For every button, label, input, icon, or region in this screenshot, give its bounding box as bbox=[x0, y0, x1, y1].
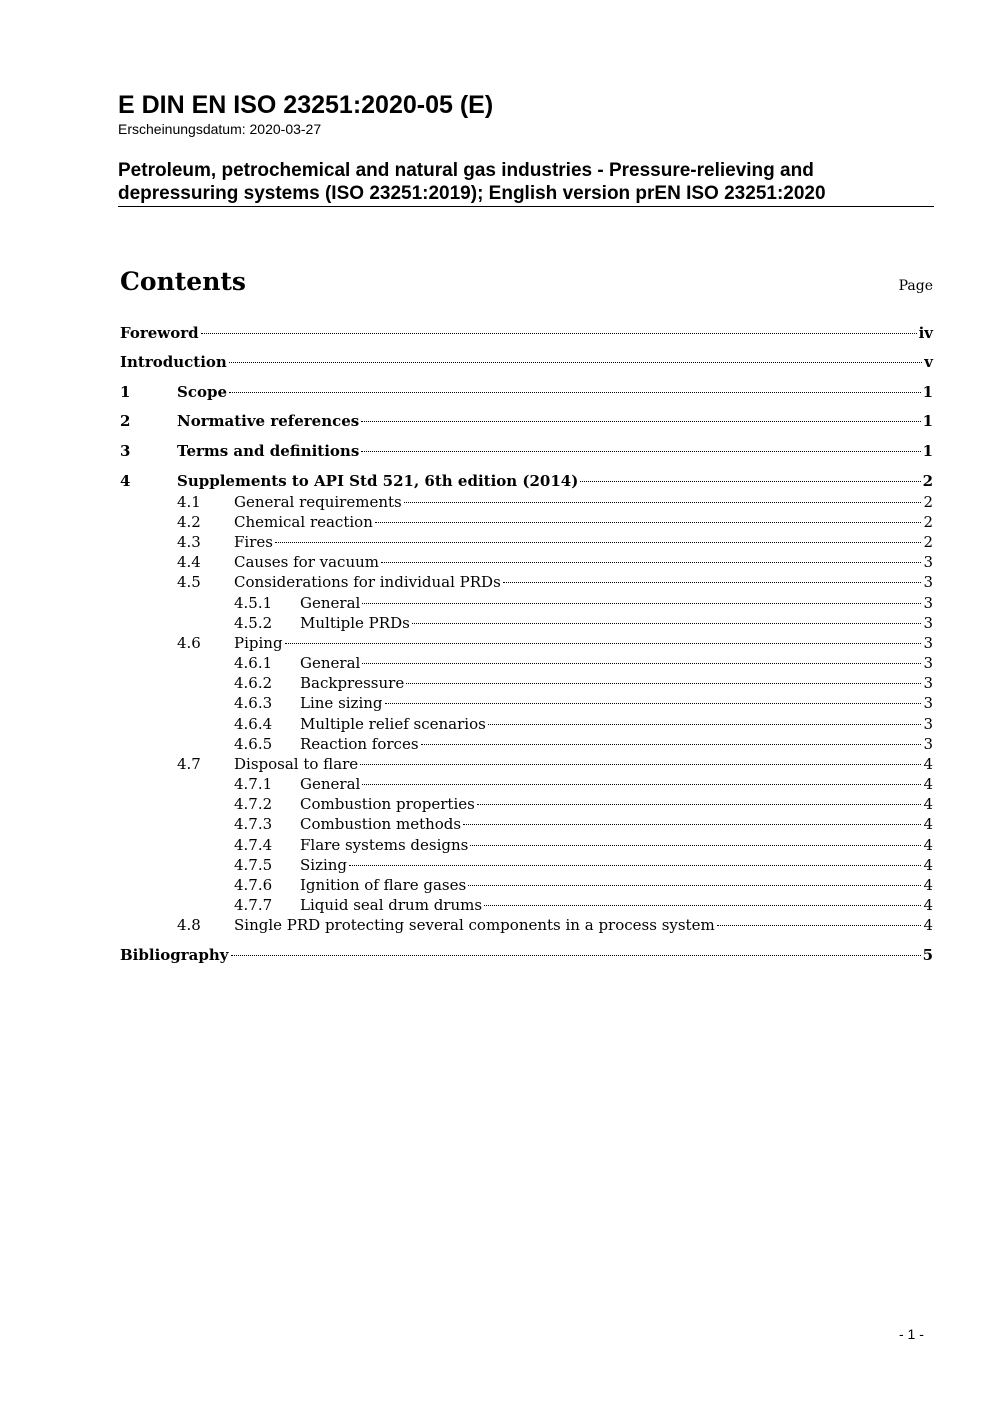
toc-leader bbox=[484, 905, 921, 906]
toc-title: General bbox=[300, 654, 361, 672]
toc-entry-introduction[interactable] bbox=[120, 352, 933, 372]
toc-number: 4.6.5 bbox=[234, 735, 273, 753]
toc-entry-4-6-4[interactable] bbox=[120, 714, 933, 734]
toc-number: 4.7.4 bbox=[234, 836, 273, 854]
toc-page: 3 bbox=[923, 553, 933, 571]
toc-title: Foreword bbox=[120, 324, 199, 342]
toc-page: v bbox=[924, 353, 933, 371]
document-subtitle: Petroleum, petrochemical and natural gas industries - Pressure-relieving and depressuring systems (ISO 23251:2019); English version prEN ISO 23251:2020 bbox=[118, 160, 826, 204]
toc-leader bbox=[362, 784, 921, 785]
toc-entry-4-1[interactable] bbox=[120, 492, 933, 512]
toc-page: 3 bbox=[923, 654, 933, 672]
toc-leader bbox=[231, 955, 921, 956]
toc-number: 4.7.6 bbox=[234, 876, 273, 894]
toc-entry-terms-and-definitions[interactable] bbox=[120, 441, 933, 461]
toc-leader bbox=[201, 333, 917, 334]
toc-leader bbox=[275, 542, 922, 543]
toc-title: Supplements to API Std 521, 6th edition (2014) bbox=[177, 472, 579, 490]
toc-number: 4.6 bbox=[177, 634, 201, 652]
toc-leader bbox=[360, 764, 921, 765]
toc-title: Single PRD protecting several components in a process system bbox=[234, 916, 715, 934]
toc-number: 4.5 bbox=[177, 573, 201, 591]
toc-number: 4.6.1 bbox=[234, 654, 273, 672]
toc-leader bbox=[406, 683, 921, 684]
toc-entry-4-7-7[interactable] bbox=[120, 895, 933, 915]
toc-entry-4-7-5[interactable] bbox=[120, 855, 933, 875]
toc-entry-4-7-6[interactable] bbox=[120, 875, 933, 895]
toc-number: 4.7.2 bbox=[234, 795, 273, 813]
toc-page: 3 bbox=[923, 674, 933, 692]
toc-entry-4-6-3[interactable] bbox=[120, 693, 933, 713]
toc-title: Causes for vacuum bbox=[234, 553, 380, 571]
toc-entry-4-7-1[interactable] bbox=[120, 774, 933, 794]
toc-entry-supplements[interactable] bbox=[120, 471, 933, 491]
toc-number: 2 bbox=[120, 412, 131, 430]
toc-number: 4.5.1 bbox=[234, 594, 273, 612]
toc-leader bbox=[362, 603, 921, 604]
toc-entry-4-4[interactable] bbox=[120, 552, 933, 572]
toc-leader bbox=[362, 663, 921, 664]
toc-page: 4 bbox=[923, 916, 933, 934]
toc-number: 4.6.2 bbox=[234, 674, 273, 692]
toc-entry-4-7-4[interactable] bbox=[120, 835, 933, 855]
toc-title: Combustion methods bbox=[300, 815, 462, 833]
toc-leader bbox=[229, 362, 922, 363]
toc-page: 2 bbox=[923, 513, 933, 531]
toc-number: 4.4 bbox=[177, 553, 201, 571]
toc-page: 4 bbox=[923, 795, 933, 813]
toc-title: Piping bbox=[234, 634, 283, 652]
toc-page: 4 bbox=[923, 815, 933, 833]
toc-title: Liquid seal drum drums bbox=[300, 896, 483, 914]
toc-entry-4-5[interactable] bbox=[120, 572, 933, 592]
toc-title: Bibliography bbox=[120, 946, 229, 964]
toc-title: Fires bbox=[234, 533, 273, 551]
toc-entry-4-6-1[interactable] bbox=[120, 653, 933, 673]
toc-page: 4 bbox=[923, 755, 933, 773]
toc-number: 4.7.7 bbox=[234, 896, 273, 914]
toc-leader bbox=[404, 502, 922, 503]
toc-page: 4 bbox=[923, 896, 933, 914]
toc-page: 1 bbox=[922, 383, 933, 401]
toc-number: 3 bbox=[120, 442, 131, 460]
toc-page: 5 bbox=[922, 946, 933, 964]
toc-number: 4.7.5 bbox=[234, 856, 273, 874]
toc-leader bbox=[488, 724, 922, 725]
toc-leader bbox=[477, 804, 922, 805]
toc-number: 4.7.3 bbox=[234, 815, 273, 833]
toc-title: Normative references bbox=[177, 412, 360, 430]
toc-entry-4-8[interactable] bbox=[120, 915, 933, 935]
toc-title: Considerations for individual PRDs bbox=[234, 573, 501, 591]
toc-number: 4.8 bbox=[177, 916, 201, 934]
toc-title: General bbox=[300, 775, 361, 793]
toc-title: Reaction forces bbox=[300, 735, 419, 753]
toc-entry-4-6-5[interactable] bbox=[120, 734, 933, 754]
toc-title: Combustion properties bbox=[300, 795, 475, 813]
toc-entry-4-7-3[interactable] bbox=[120, 814, 933, 834]
toc-leader bbox=[285, 643, 922, 644]
toc-title: Multiple PRDs bbox=[300, 614, 410, 632]
header-divider bbox=[118, 206, 934, 207]
toc-number: 4.6.4 bbox=[234, 715, 273, 733]
toc-entry-4-5-1[interactable] bbox=[120, 593, 933, 613]
toc-number: 4.5.2 bbox=[234, 614, 273, 632]
toc-page: 3 bbox=[923, 634, 933, 652]
toc-entry-4-5-2[interactable] bbox=[120, 613, 933, 633]
toc-title: Multiple relief scenarios bbox=[300, 715, 486, 733]
toc-leader bbox=[580, 481, 920, 482]
toc-number: 4.7 bbox=[177, 755, 201, 773]
toc-page: 2 bbox=[922, 472, 933, 490]
toc-page: 1 bbox=[922, 412, 933, 430]
page-number: - 1 - bbox=[899, 1326, 924, 1342]
publication-date: Erscheinungsdatum: 2020-03-27 bbox=[118, 121, 322, 137]
toc-leader bbox=[229, 392, 921, 393]
toc-page: 4 bbox=[923, 856, 933, 874]
toc-number: 1 bbox=[120, 383, 131, 401]
toc-entry-normative-references[interactable] bbox=[120, 411, 933, 431]
toc-title: Chemical reaction bbox=[234, 513, 373, 531]
toc-title: Flare systems designs bbox=[300, 836, 469, 854]
toc-title: General bbox=[300, 594, 361, 612]
toc-leader bbox=[463, 824, 921, 825]
toc-entry-bibliography[interactable] bbox=[120, 945, 933, 965]
toc-leader bbox=[421, 744, 922, 745]
toc-entry-4-6[interactable] bbox=[120, 633, 933, 653]
toc-page: 1 bbox=[922, 442, 933, 460]
toc-entry-4-7[interactable] bbox=[120, 754, 933, 774]
toc-number: 4 bbox=[120, 472, 131, 490]
toc-entry-4-6-2[interactable] bbox=[120, 673, 933, 693]
document-title: E DIN EN ISO 23251:2020-05 (E) bbox=[118, 91, 494, 119]
toc-page: 3 bbox=[923, 715, 933, 733]
toc-entry-4-3[interactable] bbox=[120, 532, 933, 552]
toc-page: 2 bbox=[923, 533, 933, 551]
toc-title: General requirements bbox=[234, 493, 402, 511]
toc-title: Scope bbox=[177, 383, 228, 401]
toc-leader bbox=[717, 925, 922, 926]
toc-page: 2 bbox=[923, 493, 933, 511]
toc-leader bbox=[470, 845, 921, 846]
toc-page: 3 bbox=[923, 735, 933, 753]
toc-leader bbox=[385, 703, 922, 704]
toc-title: Ignition of flare gases bbox=[300, 876, 467, 894]
toc-title: Terms and definitions bbox=[177, 442, 360, 460]
toc-leader bbox=[375, 522, 922, 523]
toc-number: 4.3 bbox=[177, 533, 201, 551]
toc-entry-scope[interactable] bbox=[120, 382, 933, 402]
toc-leader bbox=[381, 562, 921, 563]
toc-number: 4.7.1 bbox=[234, 775, 273, 793]
toc-leader bbox=[468, 885, 921, 886]
toc-leader bbox=[361, 421, 920, 422]
toc-page: 4 bbox=[923, 876, 933, 894]
toc-number: 4.6.3 bbox=[234, 694, 273, 712]
toc-page: 4 bbox=[923, 775, 933, 793]
toc-title: Sizing bbox=[300, 856, 348, 874]
toc-entry-4-7-2[interactable] bbox=[120, 794, 933, 814]
toc-number: 4.1 bbox=[177, 493, 201, 511]
toc-entry-foreword[interactable] bbox=[120, 323, 933, 343]
toc-entry-4-2[interactable] bbox=[120, 512, 933, 532]
page-column-label: Page bbox=[898, 278, 933, 294]
toc-page: 3 bbox=[923, 614, 933, 632]
toc-leader bbox=[503, 582, 922, 583]
toc-leader bbox=[412, 623, 922, 624]
toc-leader bbox=[361, 451, 920, 452]
toc-title: Backpressure bbox=[300, 674, 405, 692]
toc-page: 3 bbox=[923, 573, 933, 591]
toc-page: 3 bbox=[923, 694, 933, 712]
toc-page: 4 bbox=[923, 836, 933, 854]
toc-page: iv bbox=[918, 324, 933, 342]
contents-heading: Contents bbox=[120, 267, 247, 296]
toc-leader bbox=[349, 865, 921, 866]
toc-title: Line sizing bbox=[300, 694, 383, 712]
toc-page: 3 bbox=[923, 594, 933, 612]
toc-title: Introduction bbox=[120, 353, 227, 371]
toc-title: Disposal to flare bbox=[234, 755, 359, 773]
toc-number: 4.2 bbox=[177, 513, 201, 531]
